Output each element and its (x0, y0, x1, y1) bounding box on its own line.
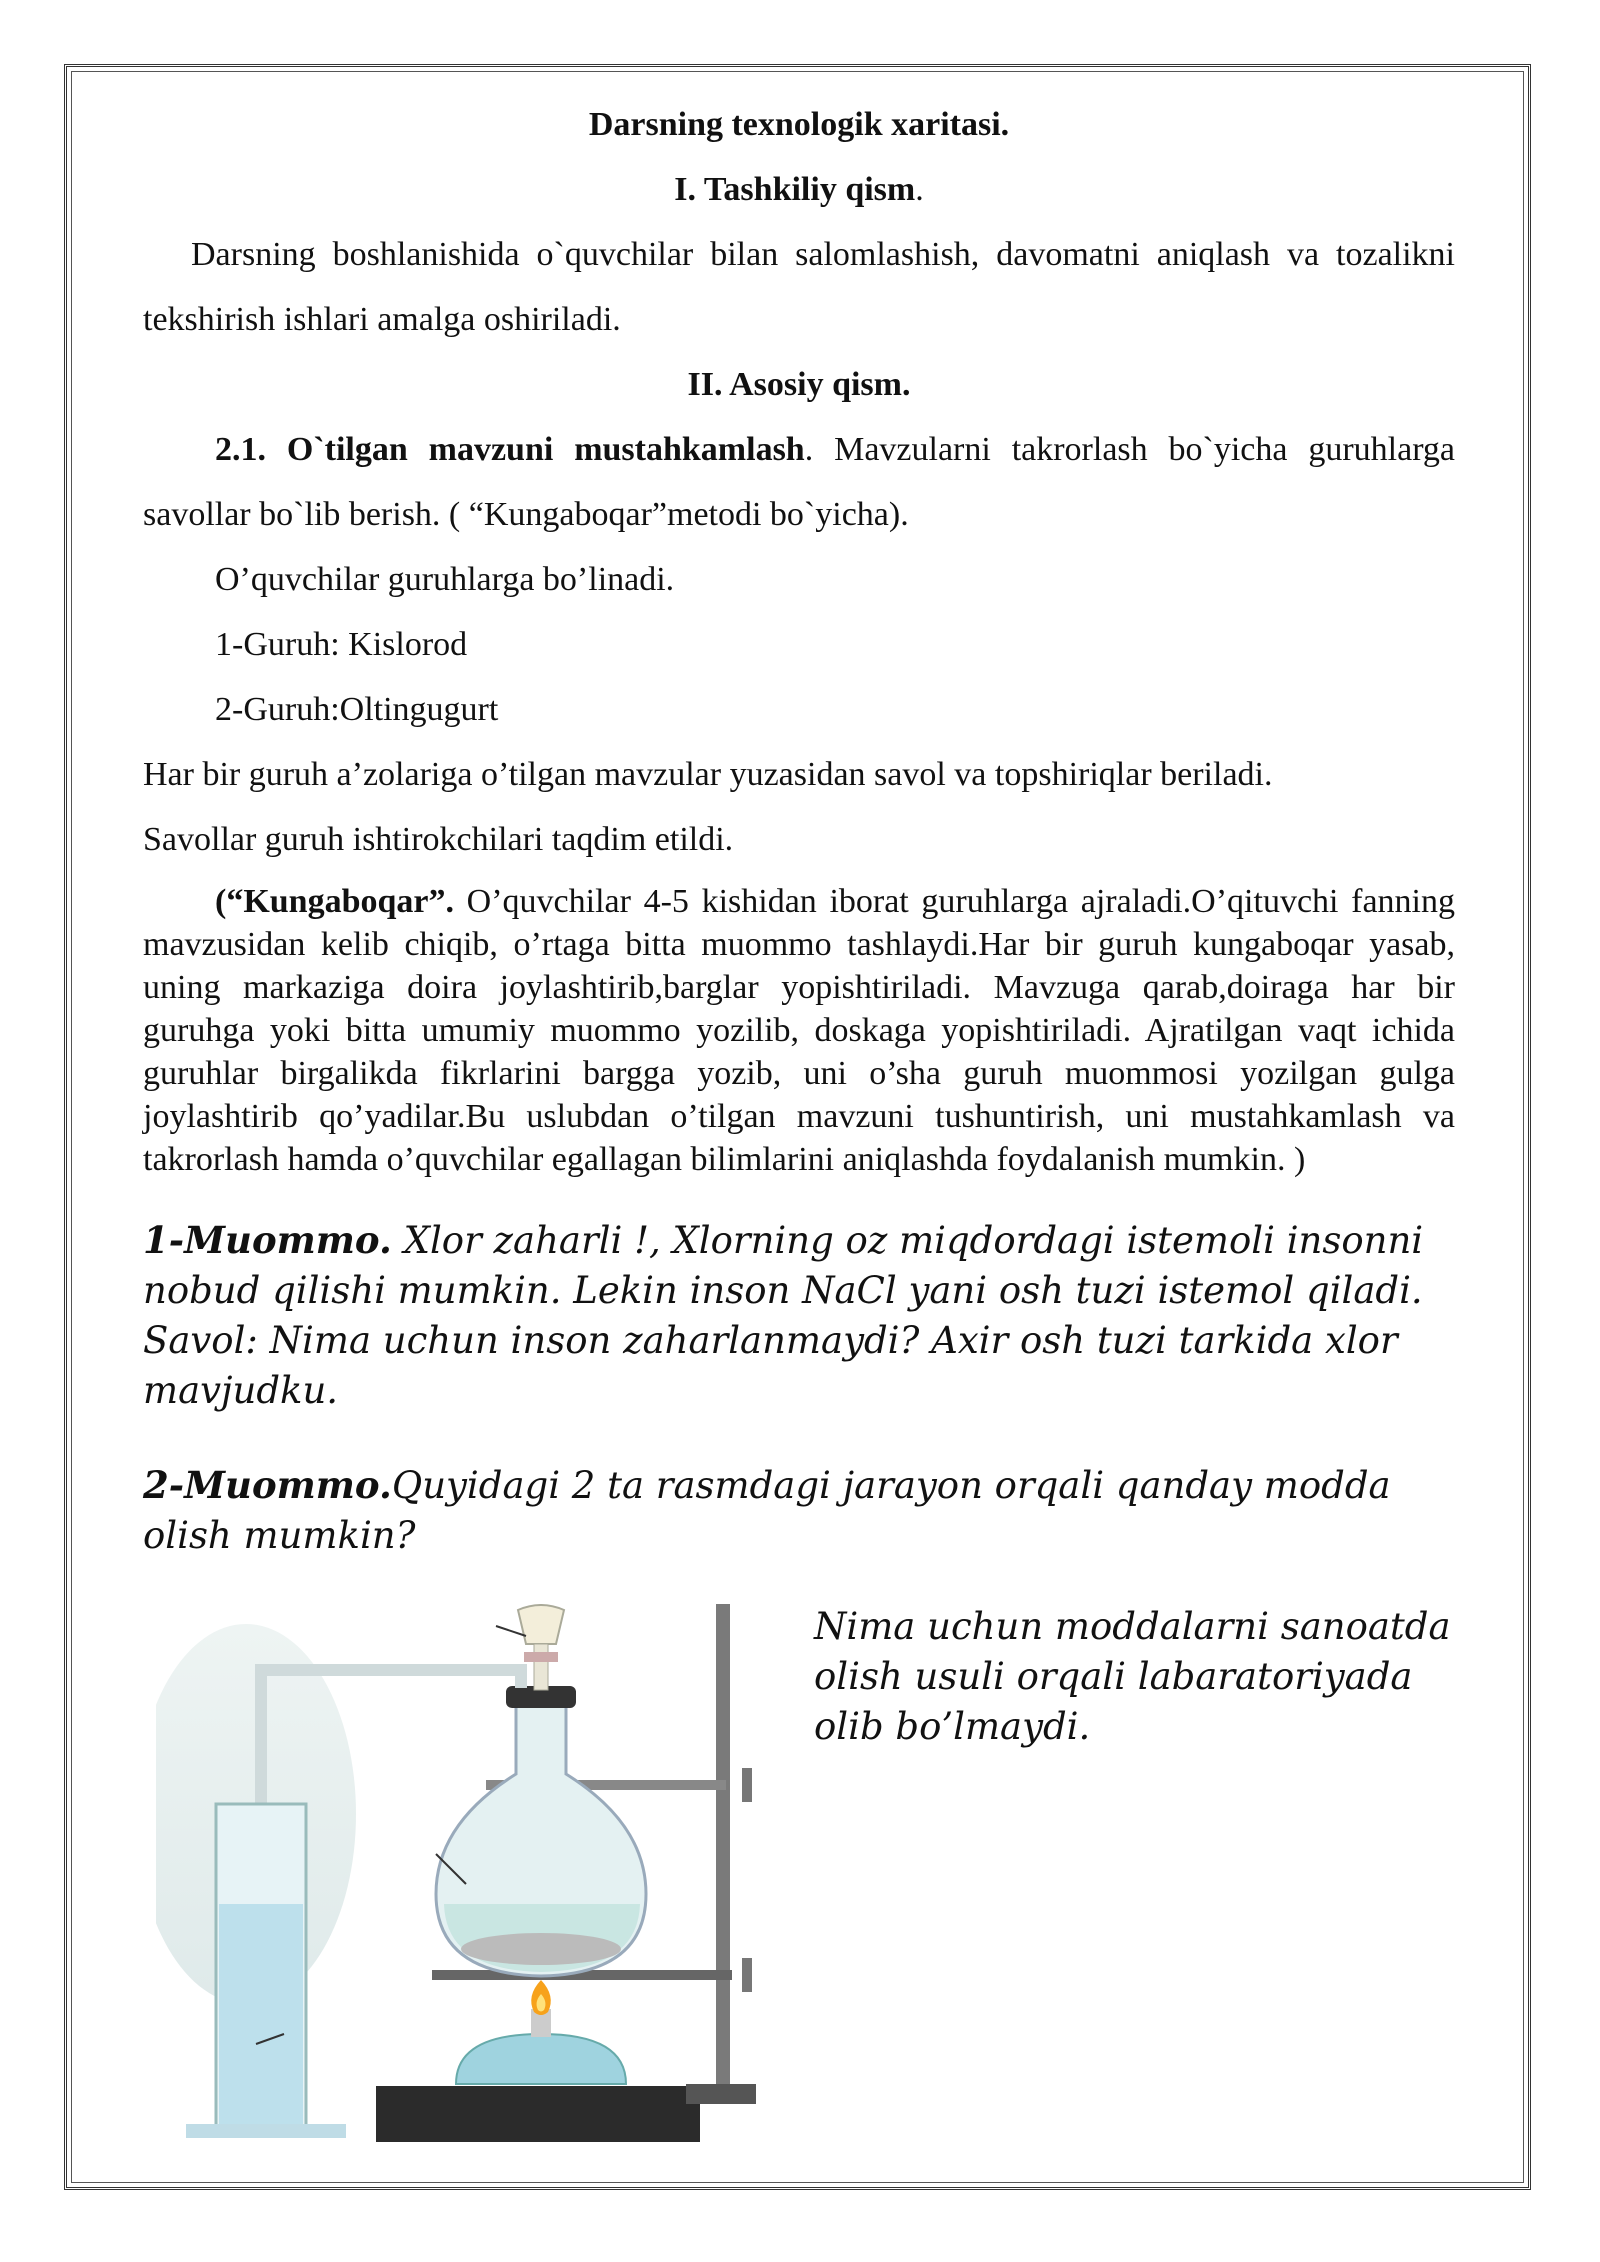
reinforcement-heading: 2.1. O`tilgan mavzuni mustahkamlash (215, 431, 805, 468)
paragraph-reinforcement (143, 417, 1455, 547)
problem-1 (143, 1215, 1455, 1416)
document-title: Darsning texnologik xaritasi. (588, 106, 1010, 143)
paragraph-organization: Darsning boshlanishida o`quvchilar bilan salomlashish, davomatni aniqlash va tozalikni tekshirish ishlari amalga oshiriladi. (143, 236, 1455, 338)
section-1-heading (143, 157, 1455, 222)
problem-2-side-question: Nima uchun moddalarni sanoatda olish usuli orqali labaratoriyada olib bo’lmaydi. (814, 1605, 1451, 1748)
lab-apparatus-illustration (156, 1604, 790, 2146)
reinforcement-text: . Mavzularni takrorlash bo`yicha guruhlarga savollar bo`lib berish. ( “Kungaboqar”metodi bo`yicha). (143, 431, 1455, 533)
method-description (143, 880, 1455, 1181)
problem-2 (143, 1460, 1455, 1561)
problem-1-label: 1-Muommo. (143, 1218, 392, 1262)
problem-2-statement (143, 1460, 1455, 1561)
group-1: 1-Guruh: Kislorod (215, 626, 468, 663)
method-title: (“Kungaboqar”. (215, 883, 454, 920)
solid-reagent (461, 1933, 621, 1965)
section-1-title: I. Tashkiliy qism (674, 171, 916, 208)
stand-rod-icon (716, 1604, 730, 2104)
problem-1-text: Xlor zaharli !, Xlorning oz miqdordagi istemoli insonni nobud qilishi mumkin. Lekin inson NaCl yani osh tuzi istemol qiladi. (143, 1219, 1424, 1312)
section-2-heading: II. Asosiy qism. (687, 366, 911, 403)
problem-2-text: Quyidagi 2 ta rasmdagi jarayon orqali qanday modda olish mumkin? (143, 1464, 1391, 1557)
tasks-line: Har bir guruh a’zolariga o’tilgan mavzular yuzasidan savol va topshiriqlar beriladi. (143, 756, 1273, 793)
document-body (143, 92, 1455, 1561)
spirit-lamp-icon (456, 2034, 626, 2084)
stand-base-icon (376, 2086, 700, 2142)
method-text: O’quvchilar 4-5 kishidan iborat guruhlarga ajraladi.O’qituvchi fanning mavzusidan kelib chiqib, o’rtaga bitta muommo tashlaydi.Har bir guruh kungaboqar yasab, uning markaziga doira joylashtirib,barglar yopishtiriladi. Mavzuga qarab,doiraga har bir guruhga yoki bitta umumiy muommo yozilib, doskaga yopishtiriladi. Ajratilgan vaqt ichida guruhlar birgalikda fikrlarini bargga yozib, uni o’sha guruh muommosi yozilgan gulga joylashtirib qo’yadilar.Bu uslubdan o’tilgan mavzuni tushuntirish, uni mustahkamlash va takrorlash hamda o’quvchilar egallagan bilimlarini aniqlashda foydalanish mumkin. ) (143, 883, 1455, 1178)
group-2: 2-Guruh:Oltingugurt (215, 691, 499, 728)
section-1-title-tail: . (915, 171, 924, 208)
groups-intro: O’quvchilar guruhlarga bo’linadi. (215, 561, 675, 598)
cylinder-liquid (219, 1904, 303, 2132)
problem-1-statement (143, 1215, 1455, 1316)
problem-2-label: 2-Muommo. (143, 1463, 392, 1507)
funnel-icon (518, 1605, 564, 1644)
present-line: Savollar guruh ishtirokchilari taqdim etildi. (143, 821, 734, 858)
problem-1-question: Savol: Nima uchun inson zaharlanmaydi? Axir osh tuzi tarkida xlor mavjudku. (143, 1319, 1398, 1412)
